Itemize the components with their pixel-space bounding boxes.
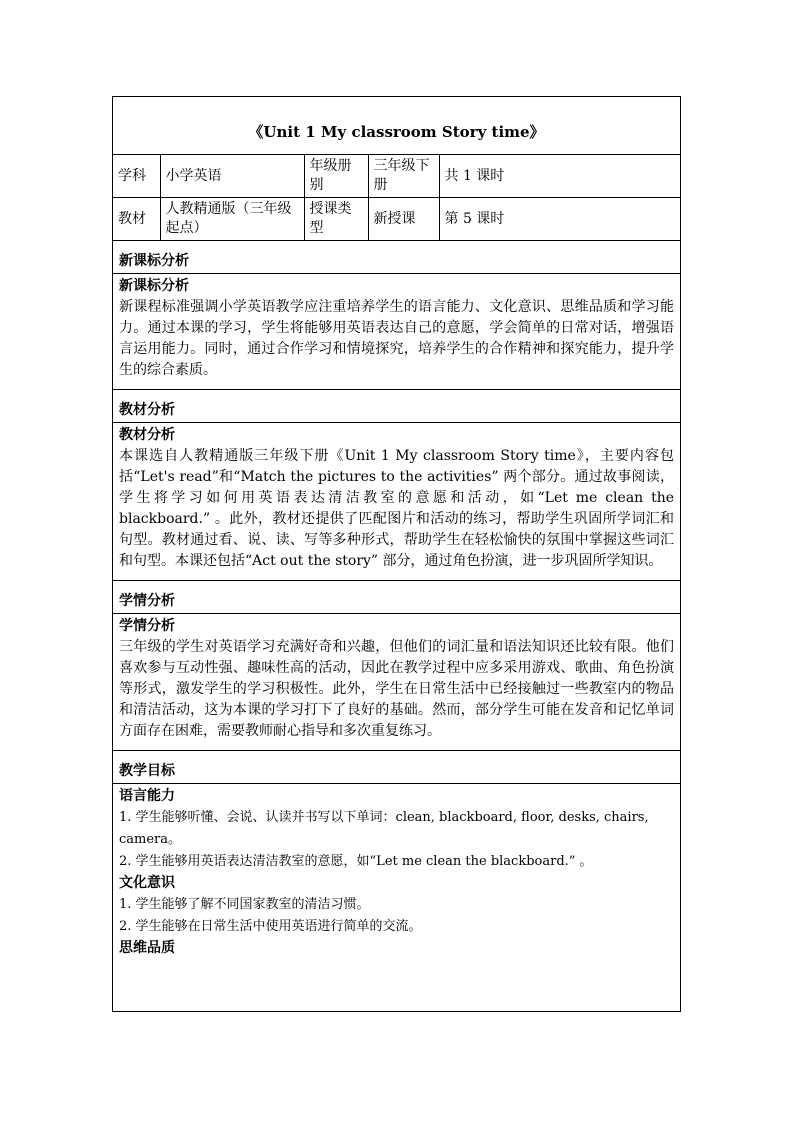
info-row-textbook xyxy=(113,198,680,241)
grade-label: 年级册别 xyxy=(304,155,368,198)
thinking-heading: 思维品质 xyxy=(119,940,175,956)
hours-value: 共 1 课时 xyxy=(439,155,680,198)
section-heading: 教学目标 xyxy=(113,751,680,784)
subject-value: 小学英语 xyxy=(160,155,304,198)
section-subheading: 学情分析 xyxy=(119,618,175,634)
section-heading: 教材分析 xyxy=(113,390,680,423)
lesson-type-value: 新授课 xyxy=(368,198,439,241)
section-learners xyxy=(113,581,680,751)
section-curriculum xyxy=(113,241,680,390)
language-heading: 语言能力 xyxy=(119,788,175,804)
info-row-subject xyxy=(113,155,680,198)
lesson-number: 第 5 课时 xyxy=(439,198,680,241)
section-heading: 新课标分析 xyxy=(113,241,680,274)
language-item: 2. 学生能够用英语表达清洁教室的意愿，如“Let me clean the blackboard.” 。 xyxy=(119,854,593,869)
section-objectives xyxy=(113,751,680,967)
lesson-type-label: 授课类型 xyxy=(304,198,368,241)
info-table xyxy=(113,155,680,241)
section-text: 三年级的学生对英语学习充满好奇和兴趣，但他们的词汇量和语法知识还比较有限。他们喜欢参与互动性强、趣味性高的活动，因此在教学过程中应多采用游戏、歌曲、角色扮演等形式，激发学生的学习积极性。此外，学生在日常生活中已经接触过一些教室内的物品和清洁活动，这为本课的学习打下了良好的基础。然而，部分学生可能在发音和记忆单词方面存在困难，需要教师耐心指导和多次重复练习。 xyxy=(119,639,674,739)
language-item: 1. 学生能够听懂、会说、认读并书写以下单词：clean, blackboard, floor, desks, chairs, camera。 xyxy=(119,810,649,847)
culture-item: 1. 学生能够了解不同国家教室的清洁习惯。 xyxy=(119,897,370,912)
textbook-label: 教材 xyxy=(113,198,160,241)
section-subheading: 教材分析 xyxy=(119,427,175,443)
lesson-plan-document xyxy=(112,96,681,1012)
document-title: 《Unit 1 My classroom Story time》 xyxy=(113,97,680,155)
textbook-value: 人教精通版（三年级起点） xyxy=(160,198,304,241)
section-subheading: 新课标分析 xyxy=(119,278,189,294)
subject-label: 学科 xyxy=(113,155,160,198)
section-text: 本课选自人教精通版三年级下册《Unit 1 My classroom Story time》，主要内容包括“Let's read”和“Match the pictures to the activities” 两个部分。通过故事阅读，学生将学习如何用英语表达清洁教室的意愿和活动，如“Let me clean the blackboard.” 。此外，教材还提供了匹配图片和活动的练习，帮助学生巩固所学词汇和句型。教材通过看、说、读、写等多种形式，帮助学生在轻松愉快的氛围中掌握这些词汇和句型。本课还包括“Act out the story” 部分，通过角色扮演，进一步巩固所学知识。 xyxy=(119,448,674,569)
section-text: 新课程标准强调小学英语教学应注重培养学生的语言能力、文化意识、思维品质和学习能力。通过本课的学习，学生将能够用英语表达自己的意愿，学会简单的日常对话，增强语言运用能力。同时，通过合作学习和情境探究，培养学生的合作精神和探究能力，提升学生的综合素质。 xyxy=(119,299,674,378)
culture-item: 2. 学生能够在日常生活中使用英语进行简单的交流。 xyxy=(119,919,422,934)
section-heading: 学情分析 xyxy=(113,581,680,614)
grade-value: 三年级下册 xyxy=(368,155,439,198)
culture-heading: 文化意识 xyxy=(119,875,175,891)
section-textbook xyxy=(113,390,680,581)
